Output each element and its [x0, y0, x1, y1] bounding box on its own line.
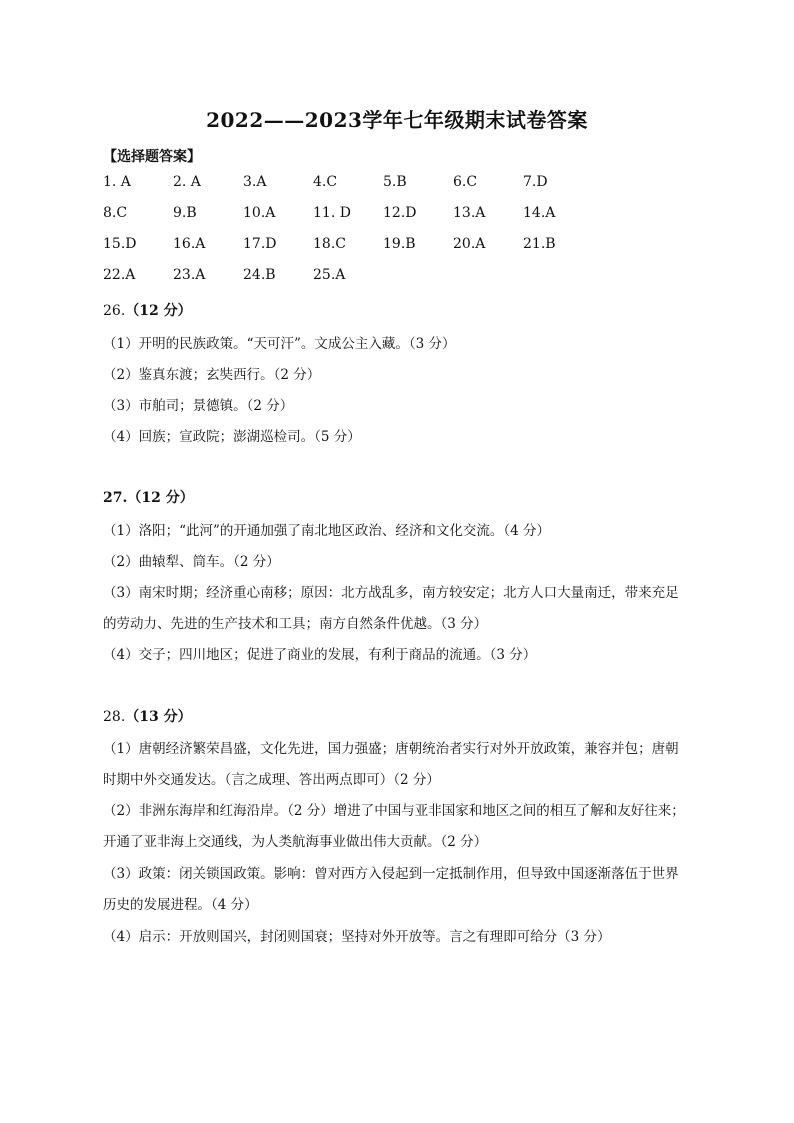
q26-answer-line: （2）鉴真东渡；玄奘西行。（2 分）	[103, 367, 321, 383]
choice-answer: 8.C	[103, 205, 128, 221]
q27-answer-line: （3）南宋时期；经济重心南移；原因：北方战乱多，南方较安定；北方人口大量南迁，带来充足	[103, 585, 679, 601]
q28-score: （13 分）	[125, 709, 192, 725]
choice-answer: 6.C	[453, 174, 478, 190]
q28-answer-line: 历史的发展进程。（4 分）	[103, 897, 258, 913]
choice-answer: 2. A	[173, 174, 201, 190]
choice-section-label: 【选择题答案】	[103, 149, 201, 165]
choice-answer: 20.A	[453, 236, 486, 252]
q27-answer-line: （2）曲辕犁、筒车。（2 分）	[103, 554, 280, 570]
q27-score: （12 分）	[127, 490, 194, 506]
choice-answer: 15.D	[103, 236, 137, 252]
q28-answer-line: （3）政策：闭关锁国政策。影响：曾对西方入侵起到一定抵制作用，但导致中国逐渐落伍于世界	[103, 866, 679, 882]
choice-answer: 1. A	[103, 174, 131, 190]
choice-answer: 3.A	[243, 174, 267, 190]
choice-answer: 4.C	[313, 174, 338, 190]
choice-answer: 12.D	[383, 205, 417, 221]
choice-answer: 22.A	[103, 267, 136, 283]
choice-answer: 21.B	[523, 236, 556, 252]
q28-answer-line: （2）非洲东海岸和红海沿岸。（2 分）增进了中国与亚非国家和地区之间的相互了解和友好往来；	[103, 803, 685, 819]
choice-answer: 19.B	[383, 236, 416, 252]
q26-answer-line: （3）市舶司；景德镇。（2 分）	[103, 398, 294, 414]
q28-number: 28.	[103, 709, 126, 725]
choice-answer: 23.A	[173, 267, 206, 283]
choice-answer: 25.A	[313, 267, 346, 283]
page-title: 2022——2023学年七年级期末试卷答案	[206, 108, 588, 132]
q26-answer-line: （4）回族；宣政院；澎湖巡检司。（5 分）	[103, 429, 361, 445]
choice-answer: 17.D	[243, 236, 277, 252]
choice-answer: 18.C	[313, 236, 346, 252]
q27-answer-line: （4）交子；四川地区；促进了商业的发展，有利于商品的流通。（3 分）	[103, 647, 537, 663]
q28-answer-line: （1）唐朝经济繁荣昌盛，文化先进，国力强盛；唐朝统治者实行对外开放政策，兼容并包；唐朝	[103, 741, 679, 757]
q27-answer-line: （1）洛阳；“此河”的开通加强了南北地区政治、经济和文化交流。（4 分）	[103, 523, 551, 539]
q26-score: （12 分）	[125, 303, 192, 319]
choice-answer: 14.A	[523, 205, 556, 221]
q28-answer-line: 时期中外交通发达。（言之成理、答出两点即可）（2 分）	[103, 772, 440, 788]
q28-answer-line: 开通了亚非海上交通线，为人类航海事业做出伟大贡献。（2 分）	[103, 834, 488, 850]
q27-answer-line: 的劳动力、先进的生产技术和工具；南方自然条件优越。（3 分）	[103, 616, 488, 632]
q28-answer-line: （4）启示：开放则国兴，封闭则国衰；坚持对外开放等。言之有理即可给分（3 分）	[103, 929, 611, 945]
choice-answer: 16.A	[173, 236, 206, 252]
choice-answer: 11. D	[313, 205, 351, 221]
choice-answer: 9.B	[173, 205, 197, 221]
q28-heading	[103, 706, 192, 726]
choice-answer: 5.B	[383, 174, 407, 190]
q26-heading	[103, 300, 192, 320]
q27-number: 27.	[103, 490, 128, 506]
q26-number: 26.	[103, 303, 126, 319]
choice-answer: 7.D	[523, 174, 548, 190]
q26-answer-line: （1）开明的民族政策。“天可汗”。文成公主入藏。（3 分）	[103, 336, 456, 352]
q27-heading	[103, 487, 194, 507]
choice-answer: 24.B	[243, 267, 276, 283]
choice-answer: 10.A	[243, 205, 276, 221]
choice-answer: 13.A	[453, 205, 486, 221]
